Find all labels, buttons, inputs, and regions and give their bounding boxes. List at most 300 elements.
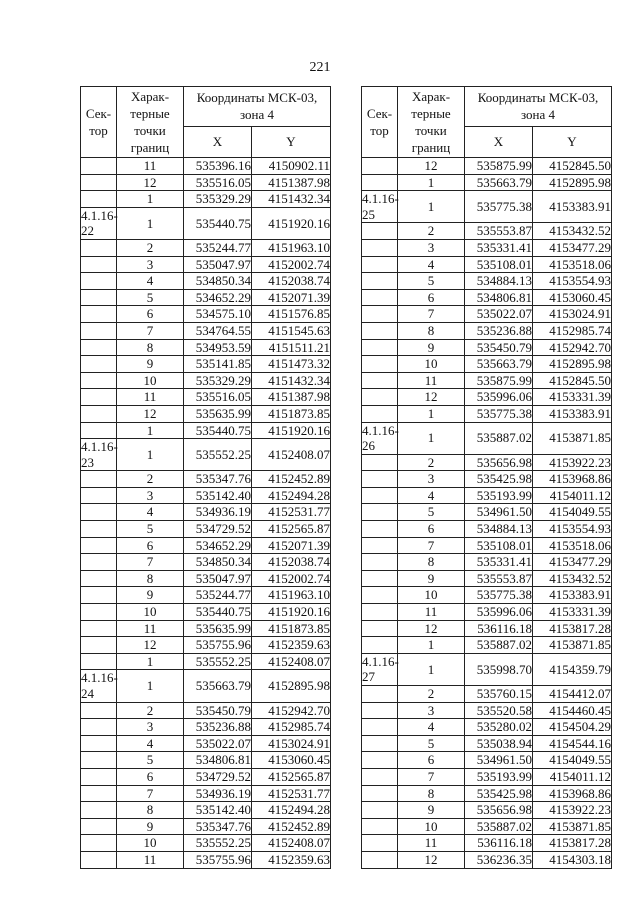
table-row — [362, 735, 612, 752]
y-coordinate-cell: 4152895.98 — [252, 670, 331, 702]
sector-cell — [81, 289, 117, 306]
table-row — [81, 339, 331, 356]
sector-cell: 4.1.16-24 — [81, 670, 118, 701]
point-number-cell: 7 — [117, 554, 184, 571]
y-coordinate-cell: 4152408.07 — [252, 439, 331, 471]
sector-cell — [362, 835, 398, 852]
page-number: 221 — [309, 60, 331, 75]
point-number-cell: 12 — [398, 620, 465, 637]
table-row — [81, 471, 331, 488]
y-coordinate-cell: 4154049.55 — [533, 504, 612, 521]
table-row — [81, 289, 331, 306]
sector-cell — [81, 372, 117, 389]
y-coordinate-cell: 4151920.16 — [252, 422, 331, 439]
y-coordinate-cell: 4152359.63 — [252, 637, 331, 654]
point-number-cell: 1 — [117, 191, 184, 208]
point-number-cell: 5 — [398, 735, 465, 752]
table-row — [81, 620, 331, 637]
x-coordinate-cell: 535047.97 — [184, 570, 252, 587]
table-row — [362, 537, 612, 554]
sector-cell — [362, 686, 398, 703]
x-coordinate-cell: 535440.75 — [184, 207, 252, 239]
point-number-cell: 6 — [398, 752, 465, 769]
sector-cell — [81, 554, 117, 571]
point-number-cell: 9 — [398, 802, 465, 819]
y-coordinate-cell: 4152531.77 — [252, 504, 331, 521]
y-coordinate-cell: 4152895.98 — [533, 174, 612, 191]
point-number-cell: 11 — [117, 158, 184, 175]
y-coordinate-cell: 4153871.85 — [533, 637, 612, 654]
sector-cell — [81, 422, 117, 439]
sector-cell — [81, 719, 117, 736]
x-coordinate-cell: 535108.01 — [465, 537, 533, 554]
table-row — [81, 752, 331, 769]
y-coordinate-cell: 4153968.86 — [533, 785, 612, 802]
sector-cell — [362, 273, 398, 290]
point-number-cell: 8 — [117, 339, 184, 356]
y-coordinate-cell: 4152002.74 — [252, 570, 331, 587]
y-coordinate-cell: 4153383.91 — [533, 191, 612, 223]
sector-cell — [362, 322, 398, 339]
table-row — [81, 835, 331, 852]
table-row — [81, 851, 331, 868]
point-number-cell: 1 — [117, 670, 184, 702]
y-coordinate-cell: 4152494.28 — [252, 802, 331, 819]
x-coordinate-cell: 535656.98 — [465, 802, 533, 819]
sector-cell — [362, 554, 398, 571]
x-coordinate-cell: 534884.13 — [465, 273, 533, 290]
point-number-cell: 3 — [398, 471, 465, 488]
point-number-cell: 8 — [117, 802, 184, 819]
point-number-cell: 10 — [117, 604, 184, 621]
x-coordinate-cell: 535329.29 — [184, 191, 252, 208]
point-number-cell: 2 — [117, 471, 184, 488]
sector-cell — [362, 851, 398, 868]
x-coordinate-cell: 535520.58 — [465, 702, 533, 719]
point-number-cell: 1 — [398, 653, 465, 685]
point-number-cell: 12 — [117, 637, 184, 654]
table-row — [81, 504, 331, 521]
sector-cell — [81, 273, 117, 290]
point-number-cell: 5 — [117, 752, 184, 769]
y-coordinate-cell: 4153968.86 — [533, 471, 612, 488]
point-number-cell: 11 — [398, 604, 465, 621]
sector-cell: 4.1.16-25 — [362, 191, 399, 222]
table-row — [81, 521, 331, 538]
x-coordinate-cell: 534652.29 — [184, 289, 252, 306]
table-row — [362, 339, 612, 356]
sector-cell — [362, 339, 398, 356]
sector-cell — [81, 405, 117, 422]
sector-cell — [362, 719, 398, 736]
sector-cell: 4.1.16-22 — [81, 207, 118, 239]
table-row — [362, 719, 612, 736]
table-row — [362, 389, 612, 406]
point-number-cell: 1 — [117, 207, 184, 239]
x-coordinate-cell: 535236.88 — [184, 719, 252, 736]
table-row — [81, 405, 331, 422]
x-coordinate-cell: 535450.79 — [184, 702, 252, 719]
x-coordinate-cell: 535996.06 — [465, 389, 533, 406]
x-coordinate-cell: 534806.81 — [184, 752, 252, 769]
header-x: X — [465, 126, 533, 157]
sector-cell — [362, 289, 398, 306]
y-coordinate-cell: 4151920.16 — [252, 207, 331, 239]
x-coordinate-cell: 535875.99 — [465, 158, 533, 175]
x-coordinate-cell: 535553.87 — [465, 570, 533, 587]
y-coordinate-cell: 4152942.70 — [252, 702, 331, 719]
y-coordinate-cell: 4150902.11 — [252, 158, 331, 175]
x-coordinate-cell: 535244.77 — [184, 239, 252, 256]
y-coordinate-cell: 4151873.85 — [252, 620, 331, 637]
x-coordinate-cell: 534953.59 — [184, 339, 252, 356]
y-coordinate-cell: 4152408.07 — [252, 835, 331, 852]
point-number-cell: 7 — [398, 306, 465, 323]
x-coordinate-cell: 535193.99 — [465, 768, 533, 785]
point-number-cell: 4 — [117, 504, 184, 521]
table-row — [362, 306, 612, 323]
x-coordinate-cell: 535656.98 — [465, 454, 533, 471]
x-coordinate-cell: 535425.98 — [465, 785, 533, 802]
sector-cell — [362, 306, 398, 323]
y-coordinate-cell: 4153518.06 — [533, 256, 612, 273]
table-row — [81, 785, 331, 802]
x-coordinate-cell: 535331.41 — [465, 554, 533, 571]
sector-cell — [81, 604, 117, 621]
x-coordinate-cell: 535141.85 — [184, 356, 252, 373]
sector-cell — [81, 818, 117, 835]
point-number-cell: 3 — [117, 487, 184, 504]
point-number-cell: 11 — [117, 851, 184, 868]
table-row — [362, 686, 612, 703]
sector-cell — [81, 306, 117, 323]
point-number-cell: 6 — [398, 521, 465, 538]
x-coordinate-cell: 535775.38 — [465, 587, 533, 604]
point-number-cell: 9 — [117, 818, 184, 835]
y-coordinate-cell: 4152531.77 — [252, 785, 331, 802]
point-number-cell: 11 — [117, 620, 184, 637]
x-coordinate-cell: 535280.02 — [465, 719, 533, 736]
table-row — [81, 273, 331, 290]
point-number-cell: 5 — [117, 289, 184, 306]
sector-cell — [81, 653, 117, 670]
table-row — [362, 637, 612, 654]
table-row — [362, 239, 612, 256]
point-number-cell: 5 — [117, 521, 184, 538]
y-coordinate-cell: 4151576.85 — [252, 306, 331, 323]
point-number-cell: 3 — [398, 702, 465, 719]
table-row — [362, 835, 612, 852]
y-coordinate-cell: 4152565.87 — [252, 521, 331, 538]
sector-cell — [362, 223, 398, 240]
point-number-cell: 9 — [117, 587, 184, 604]
x-coordinate-cell: 534729.52 — [184, 521, 252, 538]
sector-cell — [362, 454, 398, 471]
x-coordinate-cell: 535347.76 — [184, 471, 252, 488]
y-coordinate-cell: 4152452.89 — [252, 818, 331, 835]
y-coordinate-cell: 4153060.45 — [252, 752, 331, 769]
table-row — [81, 554, 331, 571]
y-coordinate-cell: 4153383.91 — [533, 405, 612, 422]
x-coordinate-cell: 534961.50 — [465, 752, 533, 769]
sector-cell: 4.1.16-27 — [362, 653, 399, 685]
x-coordinate-cell: 535663.79 — [184, 670, 252, 702]
sector-cell — [81, 339, 117, 356]
point-number-cell: 3 — [398, 239, 465, 256]
table-row — [362, 702, 612, 719]
y-coordinate-cell: 4153554.93 — [533, 521, 612, 538]
y-coordinate-cell: 4154359.79 — [533, 653, 612, 685]
y-coordinate-cell: 4153477.29 — [533, 239, 612, 256]
table-row — [81, 702, 331, 719]
y-coordinate-cell: 4153024.91 — [252, 735, 331, 752]
sector-cell — [362, 256, 398, 273]
point-number-cell: 1 — [398, 191, 465, 223]
x-coordinate-cell: 534884.13 — [465, 521, 533, 538]
x-coordinate-cell: 535755.96 — [184, 637, 252, 654]
point-number-cell: 1 — [398, 422, 465, 454]
table-row — [362, 372, 612, 389]
sector-cell — [81, 322, 117, 339]
point-number-cell: 3 — [117, 256, 184, 273]
x-coordinate-cell: 536236.35 — [465, 851, 533, 868]
x-coordinate-cell: 534729.52 — [184, 768, 252, 785]
x-coordinate-cell: 535331.41 — [465, 239, 533, 256]
point-number-cell: 10 — [398, 356, 465, 373]
point-number-cell: 1 — [117, 422, 184, 439]
sector-cell — [81, 356, 117, 373]
table-row — [81, 670, 331, 702]
y-coordinate-cell: 4153518.06 — [533, 537, 612, 554]
y-coordinate-cell: 4151511.21 — [252, 339, 331, 356]
table-row — [81, 389, 331, 406]
point-number-cell: 12 — [117, 174, 184, 191]
table-row — [81, 768, 331, 785]
sector-cell — [81, 620, 117, 637]
y-coordinate-cell: 4154460.45 — [533, 702, 612, 719]
point-number-cell: 10 — [117, 372, 184, 389]
sector-cell — [81, 256, 117, 273]
point-number-cell: 7 — [398, 537, 465, 554]
sector-cell — [362, 521, 398, 538]
y-coordinate-cell: 4152408.07 — [252, 653, 331, 670]
x-coordinate-cell: 534764.55 — [184, 322, 252, 339]
y-coordinate-cell: 4151545.63 — [252, 322, 331, 339]
sector-cell — [81, 802, 117, 819]
table-row — [362, 620, 612, 637]
x-coordinate-cell: 535775.38 — [465, 405, 533, 422]
table-row — [81, 637, 331, 654]
x-coordinate-cell: 536116.18 — [465, 620, 533, 637]
y-coordinate-cell: 4153817.28 — [533, 620, 612, 637]
header-sector: Сек-тор — [81, 87, 117, 158]
table-row — [81, 422, 331, 439]
x-coordinate-cell: 534850.34 — [184, 554, 252, 571]
table-row — [362, 785, 612, 802]
x-coordinate-cell: 535887.02 — [465, 422, 533, 454]
sector-cell — [81, 768, 117, 785]
sector-cell — [362, 239, 398, 256]
y-coordinate-cell: 4152359.63 — [252, 851, 331, 868]
table-row — [362, 768, 612, 785]
y-coordinate-cell: 4153871.85 — [533, 818, 612, 835]
y-coordinate-cell: 4152452.89 — [252, 471, 331, 488]
y-coordinate-cell: 4152985.74 — [252, 719, 331, 736]
table-row — [362, 454, 612, 471]
table-row — [362, 158, 612, 175]
table-row — [362, 521, 612, 538]
sector-cell — [362, 637, 398, 654]
y-coordinate-cell: 4151387.98 — [252, 174, 331, 191]
sector-cell — [81, 702, 117, 719]
x-coordinate-cell: 534936.19 — [184, 785, 252, 802]
table-row — [362, 604, 612, 621]
sector-cell — [81, 570, 117, 587]
x-coordinate-cell: 535236.88 — [465, 322, 533, 339]
sector-cell — [362, 702, 398, 719]
x-coordinate-cell: 535047.97 — [184, 256, 252, 273]
sector-cell — [81, 835, 117, 852]
table-row — [81, 356, 331, 373]
point-number-cell: 2 — [398, 223, 465, 240]
point-number-cell: 8 — [398, 322, 465, 339]
table-row — [362, 752, 612, 769]
table-row — [362, 653, 612, 685]
table-row — [81, 719, 331, 736]
coordinates-table-right — [361, 86, 612, 869]
y-coordinate-cell: 4152942.70 — [533, 339, 612, 356]
y-coordinate-cell: 4152565.87 — [252, 768, 331, 785]
table-row — [362, 554, 612, 571]
x-coordinate-cell: 535552.25 — [184, 653, 252, 670]
table-row — [362, 174, 612, 191]
sector-cell — [362, 537, 398, 554]
table-body-right — [362, 158, 612, 869]
table-row — [81, 537, 331, 554]
x-coordinate-cell: 535022.07 — [184, 735, 252, 752]
x-coordinate-cell: 535875.99 — [465, 372, 533, 389]
header-coordinates: Координаты МСК-03, зона 4 — [465, 87, 612, 127]
point-number-cell: 1 — [117, 653, 184, 670]
y-coordinate-cell: 4153817.28 — [533, 835, 612, 852]
y-coordinate-cell: 4152895.98 — [533, 356, 612, 373]
x-coordinate-cell: 535329.29 — [184, 372, 252, 389]
sector-cell — [81, 174, 117, 191]
x-coordinate-cell: 535038.94 — [465, 735, 533, 752]
sector-cell — [362, 570, 398, 587]
header-points: Харак-терные точки границ — [398, 87, 465, 158]
table-row — [81, 306, 331, 323]
table-row — [81, 604, 331, 621]
table-row — [362, 405, 612, 422]
x-coordinate-cell: 535760.15 — [465, 686, 533, 703]
point-number-cell: 2 — [117, 702, 184, 719]
table-row — [362, 422, 612, 454]
table-row — [81, 322, 331, 339]
x-coordinate-cell: 534936.19 — [184, 504, 252, 521]
x-coordinate-cell: 535998.70 — [465, 653, 533, 685]
point-number-cell: 7 — [398, 768, 465, 785]
table-row — [81, 158, 331, 175]
point-number-cell: 6 — [117, 537, 184, 554]
table-row — [81, 191, 331, 208]
sector-cell — [81, 158, 117, 175]
sector-cell — [81, 521, 117, 538]
sector-cell — [362, 372, 398, 389]
point-number-cell: 9 — [398, 570, 465, 587]
sector-cell — [362, 752, 398, 769]
point-number-cell: 5 — [398, 273, 465, 290]
header-y: Y — [533, 126, 612, 157]
point-number-cell: 2 — [398, 686, 465, 703]
point-number-cell: 8 — [398, 554, 465, 571]
x-coordinate-cell: 535516.05 — [184, 389, 252, 406]
table-row — [81, 174, 331, 191]
table-row — [362, 273, 612, 290]
x-coordinate-cell: 535552.25 — [184, 835, 252, 852]
point-number-cell: 5 — [398, 504, 465, 521]
point-number-cell: 1 — [398, 637, 465, 654]
sector-cell — [362, 785, 398, 802]
y-coordinate-cell: 4153432.52 — [533, 570, 612, 587]
x-coordinate-cell: 535347.76 — [184, 818, 252, 835]
point-number-cell: 10 — [117, 835, 184, 852]
table-row — [362, 802, 612, 819]
x-coordinate-cell: 536116.18 — [465, 835, 533, 852]
point-number-cell: 4 — [117, 273, 184, 290]
point-number-cell: 6 — [117, 768, 184, 785]
table-row — [362, 256, 612, 273]
x-coordinate-cell: 535142.40 — [184, 802, 252, 819]
sector-cell — [362, 356, 398, 373]
sector-cell — [81, 537, 117, 554]
point-number-cell: 9 — [398, 339, 465, 356]
y-coordinate-cell: 4154504.29 — [533, 719, 612, 736]
point-number-cell: 4 — [398, 487, 465, 504]
header-y: Y — [252, 126, 331, 157]
sector-cell — [362, 818, 398, 835]
table-row — [362, 587, 612, 604]
x-coordinate-cell: 535108.01 — [465, 256, 533, 273]
table-row — [81, 587, 331, 604]
table-row — [81, 487, 331, 504]
x-coordinate-cell: 534850.34 — [184, 273, 252, 290]
point-number-cell: 10 — [398, 818, 465, 835]
x-coordinate-cell: 535022.07 — [465, 306, 533, 323]
sector-cell — [81, 389, 117, 406]
point-number-cell: 12 — [398, 158, 465, 175]
y-coordinate-cell: 4151473.32 — [252, 356, 331, 373]
point-number-cell: 7 — [117, 785, 184, 802]
point-number-cell: 1 — [398, 174, 465, 191]
x-coordinate-cell: 535663.79 — [465, 174, 533, 191]
y-coordinate-cell: 4152845.50 — [533, 372, 612, 389]
point-number-cell: 8 — [117, 570, 184, 587]
sector-cell: 4.1.16-26 — [362, 422, 399, 454]
y-coordinate-cell: 4153331.39 — [533, 389, 612, 406]
point-number-cell: 8 — [398, 785, 465, 802]
x-coordinate-cell: 535425.98 — [465, 471, 533, 488]
header-coordinates: Координаты МСК-03, зона 4 — [184, 87, 331, 127]
y-coordinate-cell: 4154011.12 — [533, 768, 612, 785]
y-coordinate-cell: 4154544.16 — [533, 735, 612, 752]
y-coordinate-cell: 4153871.85 — [533, 422, 612, 454]
sector-cell — [362, 587, 398, 604]
y-coordinate-cell: 4151920.16 — [252, 604, 331, 621]
point-number-cell: 6 — [398, 289, 465, 306]
point-number-cell: 7 — [117, 322, 184, 339]
sector-cell — [362, 735, 398, 752]
